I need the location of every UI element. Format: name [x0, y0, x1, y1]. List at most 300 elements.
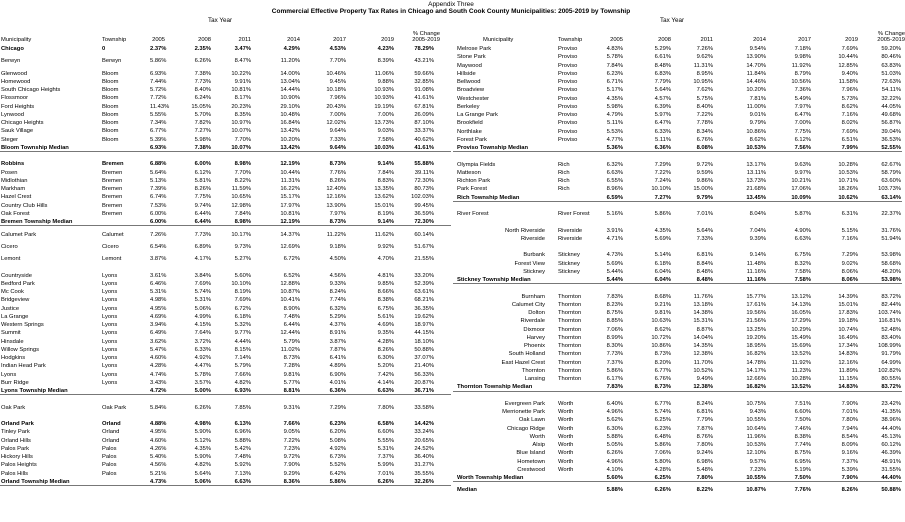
cell-y2017: 11.23% [791, 367, 811, 374]
cell-y2014: 12.88% [280, 280, 300, 287]
cell-township: Bloom [102, 128, 119, 135]
cell-pct-change: 41.61% [414, 95, 434, 102]
cell-y2017: 4.92% [329, 445, 346, 452]
cell-y2011: 8.87% [696, 326, 713, 333]
cell-y2011: 9.79% [696, 194, 713, 201]
cell-y2019: 8.02% [841, 120, 858, 127]
cell-y2019: 10.03% [374, 144, 394, 151]
cell-y2017: 10.09% [791, 194, 811, 201]
cell-township: Thornton [558, 310, 582, 316]
cell-y2017: 9.63% [794, 161, 811, 168]
cell-township: Worth [558, 425, 574, 432]
cell-y2017: 6.95% [794, 458, 811, 465]
cell-pct-change: 72.63% [881, 79, 901, 85]
cell-y2008: 9.21% [654, 301, 671, 308]
cell-y2014: 29.10% [280, 103, 300, 110]
table-row [0, 193, 451, 201]
cell-pct-change: 32.26% [414, 478, 434, 485]
cell-township: Proviso [558, 95, 578, 102]
cell-township: Worth [558, 442, 574, 448]
cell-pct-change: 32.85% [414, 78, 434, 85]
township-median-row [0, 144, 451, 152]
cell-y2011: 7.66% [234, 371, 251, 378]
cell-y2008: 5.00% [194, 388, 211, 395]
cell-y2005: 5.17% [606, 87, 623, 94]
cell-y2005: 3.62% [150, 338, 167, 345]
cell-y2011: 6.13% [234, 421, 251, 428]
cell-y2008: 6.39% [654, 103, 671, 110]
cell-township: Lyons [102, 305, 118, 312]
cell-pct-change: 41.35% [881, 409, 901, 415]
cell-township: Thornton [558, 301, 582, 308]
cell-y2005: 6.00% [150, 210, 167, 217]
cell-y2005: 4.96% [606, 409, 623, 415]
cell-y2014: 14.00% [280, 70, 300, 77]
cell-township: Berwyn [102, 58, 122, 65]
cell-y2008: 6.33% [194, 346, 211, 353]
cell-township: Worth [558, 466, 574, 473]
cell-y2011: 6.76% [696, 136, 713, 143]
cell-y2019: 11.89% [838, 367, 858, 374]
cell-y2011: 9.77% [234, 330, 251, 337]
table-row [453, 334, 902, 342]
cell-y2011: 9.73% [234, 243, 251, 250]
cell-pct-change: 56.33% [414, 371, 434, 378]
cell-y2005: 6.93% [150, 70, 167, 77]
cell-pct-change: 48.20% [881, 268, 901, 275]
cell-y2014: 13.45% [746, 194, 766, 201]
table-row [453, 251, 902, 259]
cell-y2017: 6.12% [794, 136, 811, 143]
cell-pct-change: 51.67% [414, 243, 434, 250]
township-median-row [453, 144, 902, 152]
cell-y2008: 7.79% [654, 79, 671, 85]
cell-y2008: 5.78% [194, 371, 211, 378]
cell-y2011: 8.84% [696, 260, 713, 267]
cell-y2014: 10.55% [746, 475, 766, 481]
cell-y2019: 7.58% [377, 136, 394, 143]
cell-y2005: 5.05% [606, 442, 623, 448]
cell-y2008: 7.24% [654, 178, 671, 184]
cell-municipality: Riverside [520, 235, 545, 242]
cell-municipality: Evergreen Park [504, 400, 545, 407]
cell-municipality: Markham [1, 186, 26, 193]
cell-y2019: 7.37% [841, 458, 858, 465]
cell-y2019: 4.14% [377, 379, 394, 386]
cell-y2017: 12.16% [326, 194, 346, 201]
cell-y2011: 4.44% [234, 338, 251, 345]
cell-y2011: 8.48% [696, 277, 713, 283]
cell-y2008: 5.64% [194, 470, 211, 477]
cell-y2017: 7.76% [329, 169, 346, 176]
cell-y2008: 4.99% [194, 313, 211, 320]
cell-y2017: 10.18% [326, 87, 346, 94]
header-2014: 2014 [287, 37, 300, 43]
cell-y2005: 6.23% [606, 70, 623, 77]
cell-y2014: 10.81% [280, 210, 300, 217]
cell-y2017: 16.05% [791, 310, 811, 316]
cell-municipality: Hazel Crest [1, 194, 32, 201]
cell-township: Proviso [558, 112, 578, 118]
cell-y2014: 12.69% [280, 243, 300, 250]
cell-y2019: 5.20% [377, 363, 394, 370]
cell-township: Palos [102, 470, 117, 477]
cell-y2017: 5.29% [329, 313, 346, 320]
cell-pct-change: 33.37% [414, 128, 434, 135]
cell-township: Bloom [102, 136, 119, 143]
header-2005: 2005 [610, 37, 623, 43]
cell-y2014: 9.05% [283, 429, 300, 436]
cell-township: Lyons [102, 280, 118, 287]
cell-y2017: 13.52% [791, 384, 811, 391]
cell-y2014: 12.10% [746, 450, 766, 457]
cell-y2008: 5.81% [194, 177, 211, 184]
table-row [0, 453, 451, 461]
table-row [453, 227, 902, 235]
median-underline [0, 485, 451, 486]
cell-y2005: 7.39% [150, 186, 167, 193]
cell-pct-change: 52.48% [881, 326, 901, 333]
cell-pct-change: 44.15% [414, 330, 434, 337]
cell-y2014: 7.48% [283, 313, 300, 320]
cell-y2017: 7.75% [794, 128, 811, 135]
cell-pct-change: 102.82% [878, 367, 901, 374]
table-row [0, 404, 451, 412]
cell-y2005: 6.71% [606, 79, 623, 85]
cell-y2014: 7.22% [283, 437, 300, 444]
cell-y2005: 7.44% [150, 78, 167, 85]
cell-y2017: 7.58% [794, 277, 811, 283]
cell-y2019: 9.35% [377, 330, 394, 337]
cell-y2011: 14.04% [693, 334, 713, 341]
cell-y2019: 10.71% [838, 178, 858, 184]
cell-pct-change: 103.73% [878, 186, 901, 193]
cell-y2011: 9.62% [696, 54, 713, 61]
cell-municipality: Stickney [523, 268, 545, 275]
table-row [0, 94, 451, 102]
cell-y2008: 7.27% [654, 194, 671, 201]
cell-y2017: 7.56% [794, 145, 811, 151]
cell-y2014: 8.36% [283, 478, 300, 485]
cell-township: Worth [558, 400, 574, 407]
cell-y2017: 8.91% [329, 330, 346, 337]
cell-y2017: 7.46% [794, 425, 811, 432]
cell-township: Orland [102, 437, 120, 444]
cell-y2011: 9.91% [234, 78, 251, 85]
table-row [453, 169, 902, 177]
cell-y2017: 9.18% [329, 243, 346, 250]
cell-y2011: 5.88% [234, 437, 251, 444]
cell-y2014: 11.16% [746, 268, 766, 275]
cell-y2019: 9.16% [841, 450, 858, 457]
cell-pct-change: 50.88% [881, 487, 901, 494]
cell-y2017: 8.75% [794, 450, 811, 457]
cell-y2019: 6.31% [841, 211, 858, 217]
cell-pct-change: 52.55% [881, 145, 901, 151]
cell-y2011: 5.60% [234, 272, 251, 279]
cell-y2019: 6.60% [377, 429, 394, 436]
cell-y2014: 9.43% [749, 409, 766, 415]
cell-y2014: 11.31% [280, 177, 300, 184]
cell-y2005: 8.23% [606, 301, 623, 308]
cell-y2019: 7.00% [377, 111, 394, 118]
cell-y2005: 5.69% [606, 260, 623, 267]
cell-y2014: 8.04% [749, 211, 766, 217]
cell-y2017: 7.36% [794, 87, 811, 94]
cell-pct-change: 44.05% [881, 103, 901, 110]
cell-y2019: 5.39% [841, 466, 858, 473]
cell-y2008: 6.26% [194, 404, 211, 411]
cell-y2008: 4.28% [654, 466, 671, 473]
cell-y2005: 4.26% [150, 445, 167, 452]
cell-municipality: Stickney Township Median [457, 277, 531, 283]
cell-township: Thornton [558, 343, 582, 349]
cell-y2008: 7.75% [194, 194, 211, 201]
header-2014: 2014 [753, 37, 766, 43]
cell-y2011: 11.59% [231, 186, 251, 193]
cell-township: Bloom [102, 70, 119, 77]
cell-municipality: Bremen Township Median [1, 219, 73, 226]
table-row [0, 78, 451, 86]
cell-pct-change: 91.79% [881, 351, 901, 358]
cell-pct-change: 54.11% [881, 87, 901, 94]
cell-y2014: 14.44% [280, 87, 300, 94]
table-row [0, 45, 451, 53]
cell-y2017: 3.87% [329, 338, 346, 345]
cell-municipality: Forest Park [457, 136, 487, 143]
cell-y2017: 10.28% [791, 376, 811, 382]
cell-township: Stickney [558, 260, 580, 267]
cell-township: Palos [102, 445, 117, 452]
cell-y2005: 8.99% [606, 334, 623, 341]
cell-municipality: Palos Hills [1, 470, 29, 477]
cell-township: Bloom [102, 78, 119, 85]
cell-y2019: 6.51% [841, 136, 858, 143]
row-spacer [453, 202, 902, 210]
cell-y2019: 7.80% [377, 404, 394, 411]
cell-municipality: Ford Heights [1, 103, 35, 110]
cell-municipality: La Grange Park [457, 112, 498, 118]
cell-municipality: Lynwood [1, 111, 24, 118]
cell-municipality: Country Club Hills [1, 202, 48, 209]
cell-y2005: 5.44% [606, 268, 623, 275]
cell-y2014: 21.56% [746, 318, 766, 325]
cell-y2008: 6.83% [654, 70, 671, 77]
cell-pct-change: 35.55% [414, 470, 434, 477]
cell-y2008: 6.77% [654, 367, 671, 374]
cell-township: Worth [558, 450, 574, 457]
cell-y2011: 13.18% [693, 301, 713, 308]
cell-y2017: 13.12% [791, 293, 811, 300]
cell-y2017: 4.37% [329, 322, 346, 329]
table-row [0, 231, 451, 239]
table-row [453, 458, 902, 466]
cell-y2019: 7.80% [841, 417, 858, 424]
cell-y2008: 6.44% [194, 219, 211, 226]
township-median-row [453, 383, 902, 391]
cell-y2005: 5.88% [606, 433, 623, 440]
cell-pct-change: 80.73% [414, 186, 434, 193]
cell-pct-change: 80.46% [881, 54, 901, 61]
table-row [453, 326, 902, 334]
cell-y2014: 14.46% [746, 79, 766, 85]
cell-y2017: 11.92% [791, 62, 811, 69]
cell-township: Lemont [102, 256, 122, 263]
cell-y2008: 6.48% [654, 433, 671, 440]
cell-y2008: 9.74% [194, 202, 211, 209]
cell-pct-change: 58.68% [881, 260, 901, 267]
cell-y2005: 5.55% [150, 111, 167, 118]
cell-municipality: Flossmoor [1, 95, 29, 102]
cell-y2005: 4.10% [606, 466, 623, 473]
cell-y2011: 7.84% [234, 210, 251, 217]
cell-y2008: 4.35% [194, 445, 211, 452]
cell-township: Rich [558, 161, 570, 168]
cell-y2008: 7.69% [194, 280, 211, 287]
cell-pct-change: 51.03% [881, 70, 901, 77]
cell-pct-change: 63.14% [881, 194, 901, 201]
cell-township: Bremen [102, 177, 123, 184]
cell-y2008: 7.22% [654, 169, 671, 176]
cell-y2014: 8.90% [283, 305, 300, 312]
cell-y2017: 6.63% [794, 235, 811, 242]
table-row [0, 470, 451, 478]
table-row [0, 202, 451, 210]
cell-municipality: Burr Ridge [1, 379, 29, 386]
cell-y2014: 9.29% [283, 470, 300, 477]
cell-y2005: 7.72% [150, 95, 167, 102]
cell-municipality: La Grange [1, 313, 29, 320]
cell-township: Proviso [558, 46, 578, 52]
cell-y2019: 5.31% [377, 445, 394, 452]
cell-township: Lyons [102, 313, 118, 320]
cell-y2008: 6.23% [654, 425, 671, 432]
cell-y2014: 7.66% [283, 421, 300, 428]
cell-y2019: 6.75% [377, 305, 394, 312]
cell-y2005: 4.28% [150, 363, 167, 370]
cell-y2011: 4.82% [234, 379, 251, 386]
cell-y2008: 6.36% [654, 145, 671, 151]
cell-municipality: Countryside [1, 272, 32, 279]
cell-y2014: 10.41% [280, 297, 300, 304]
cell-pct-change: 21.40% [414, 363, 434, 370]
cell-y2011: 14.38% [693, 310, 713, 316]
cell-pct-change: 87.10% [414, 120, 434, 127]
cell-y2008: 6.25% [654, 475, 671, 481]
table-row [0, 127, 451, 135]
cell-y2019: 8.39% [377, 58, 394, 65]
cell-y2011: 6.93% [234, 388, 251, 395]
table-row [453, 78, 902, 86]
cell-pct-change: 108.99% [878, 343, 901, 349]
cell-y2005: 4.60% [150, 355, 167, 362]
cell-y2019: 13.73% [374, 120, 394, 127]
cell-municipality: Stone Park [457, 54, 486, 61]
cell-y2019: 9.14% [377, 161, 394, 168]
table-row [453, 486, 902, 494]
cell-pct-change: 83.72% [881, 384, 901, 391]
cell-y2011: 7.26% [696, 46, 713, 52]
cell-township: Bremen [102, 202, 123, 209]
cell-township: Worth [558, 458, 574, 465]
cell-municipality: Summit [1, 330, 21, 337]
cell-y2008: 5.11% [654, 136, 671, 143]
township-median-row [0, 218, 451, 226]
cell-township: Rich [558, 169, 570, 176]
cell-y2017: 4.90% [794, 227, 811, 234]
table-row [0, 136, 451, 144]
cell-y2005: 4.79% [606, 112, 623, 118]
table-row [0, 103, 451, 111]
cell-pct-change: 103.74% [878, 310, 901, 316]
header-2011: 2011 [700, 37, 713, 43]
cell-y2011: 6.96% [234, 429, 251, 436]
table-row [453, 416, 902, 424]
cell-pct-change: 56.87% [881, 120, 901, 127]
table-row [0, 445, 451, 453]
cell-pct-change: 51.94% [881, 235, 901, 242]
table-row [0, 437, 451, 445]
cell-pct-change: 39.04% [881, 128, 901, 135]
cell-y2017: 9.97% [794, 169, 811, 176]
cell-y2017: 7.00% [794, 120, 811, 127]
cell-y2011: 7.79% [696, 417, 713, 424]
cell-y2008: 5.90% [194, 454, 211, 461]
cell-y2011: 8.48% [696, 268, 713, 275]
table-row [0, 70, 451, 78]
cell-y2014: 9.14% [749, 252, 766, 259]
cell-y2011: 10.07% [231, 144, 251, 151]
cell-y2008: 8.26% [194, 186, 211, 193]
table-row [0, 379, 451, 387]
cell-township: Bloom [102, 120, 119, 127]
cell-township: 0 [102, 46, 106, 52]
cell-y2014: 16.22% [280, 186, 300, 193]
cell-y2014: 4.29% [283, 46, 300, 52]
cell-y2017: 6.23% [329, 421, 346, 428]
cell-y2017: 10.46% [326, 70, 346, 77]
cell-y2005: 5.78% [606, 54, 623, 61]
cell-y2008: 5.69% [654, 235, 671, 242]
cell-y2008: 9.81% [654, 310, 671, 316]
cell-y2011: 7.01% [696, 211, 713, 217]
header-2019: 2019 [381, 37, 394, 43]
cell-municipality: Bridgeview [1, 297, 30, 304]
row-spacer [453, 243, 902, 251]
cell-y2005: 6.00% [150, 219, 167, 226]
cell-y2019: 11.62% [374, 231, 394, 238]
cell-pct-change: 63.61% [414, 289, 434, 296]
cell-pct-change: 91.08% [414, 87, 434, 94]
cell-y2014: 10.90% [280, 95, 300, 102]
cell-y2005: 5.47% [150, 346, 167, 353]
cell-municipality: Calumet City [511, 301, 545, 308]
table-row [453, 185, 902, 193]
cell-y2014: 10.75% [746, 400, 766, 407]
cell-pct-change: 72.30% [414, 177, 434, 184]
cell-pct-change: 32.22% [881, 95, 901, 102]
cell-township: Proviso [558, 54, 578, 61]
cell-pct-change: 46.39% [881, 450, 901, 457]
cell-y2014: 6.52% [283, 272, 300, 279]
table-row [453, 293, 902, 301]
cell-y2019: 8.62% [841, 103, 858, 110]
header-2017: 2017 [333, 37, 346, 43]
cell-pct-change: 36.53% [881, 136, 901, 143]
cell-y2011: 7.22% [696, 112, 713, 118]
cell-y2008: 5.80% [654, 458, 671, 465]
cell-y2008: 10.72% [651, 334, 671, 341]
